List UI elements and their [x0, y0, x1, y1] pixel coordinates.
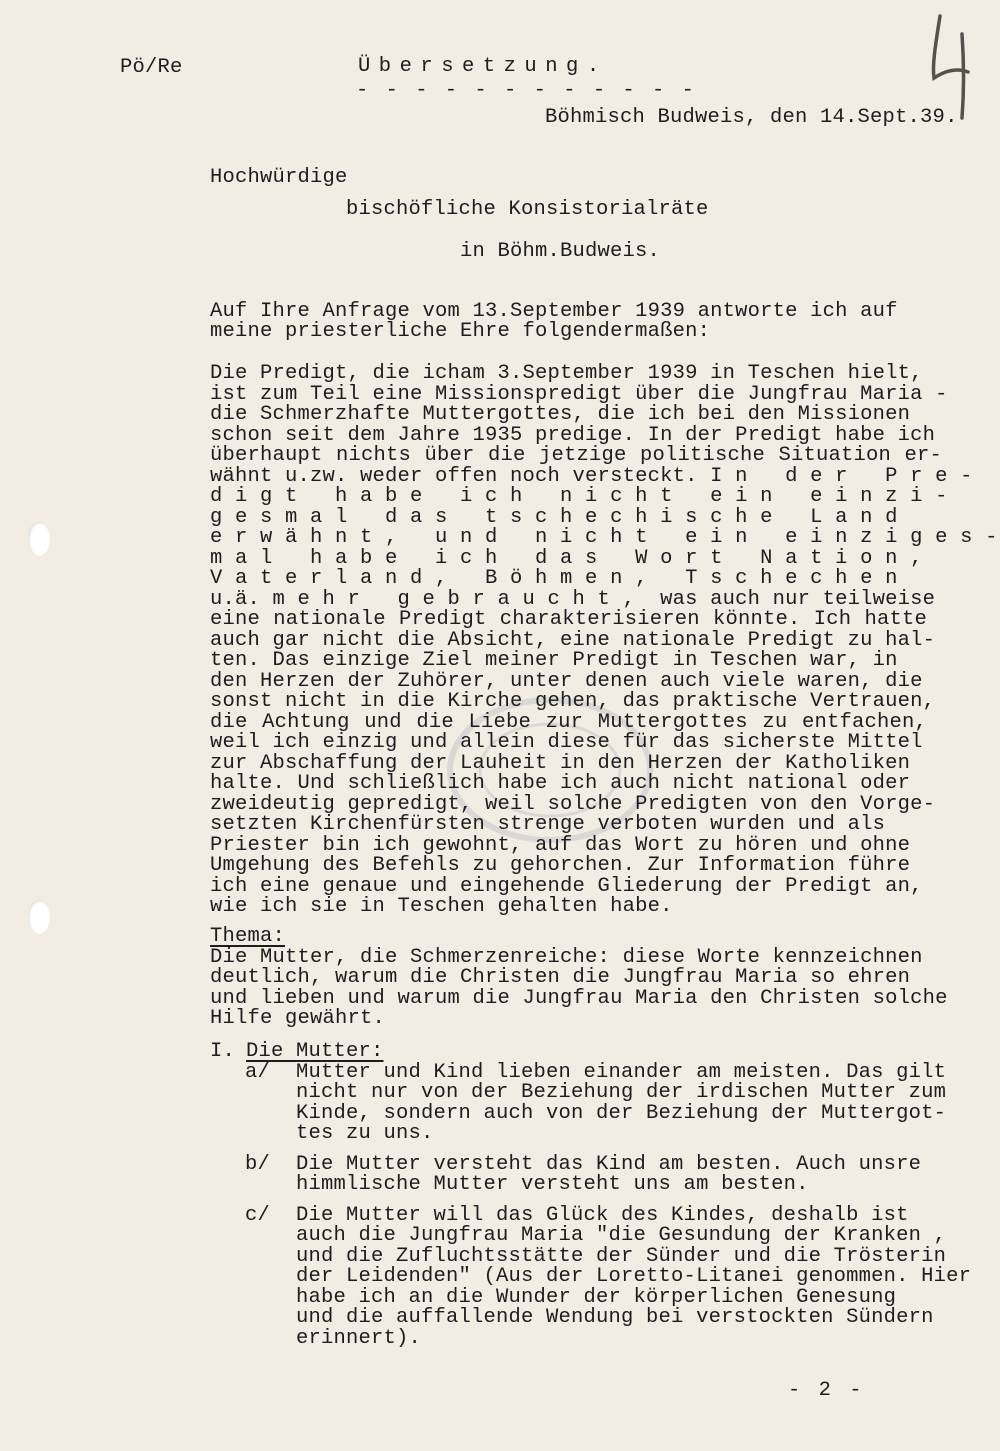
item-line: auch die Jungfrau Maria "die Gesundung der Kranken ,	[296, 1224, 947, 1247]
addressee: bischöfliche Konsistorialräte	[346, 198, 709, 221]
paragraph-line: ich eine genaue und eingehende Gliederung der Predigt an,	[210, 875, 923, 898]
section-number: I.	[210, 1040, 236, 1063]
item-line: Kinde, sondern auch von der Beziehung der Muttergot-	[296, 1102, 947, 1125]
item-line: Die Mutter will das Glück des Kindes, deshalb ist	[296, 1204, 909, 1227]
section-heading: Die Mutter:	[246, 1040, 384, 1063]
item-marker: c/	[245, 1204, 271, 1227]
paragraph-line: Umgehung des Befehls zu gehorchen. Zur Information führe	[210, 854, 911, 877]
reference-code: Pö/Re	[120, 56, 183, 79]
thema-line: deutlich, warum die Christen die Jungfrau Maria so ehren	[210, 966, 911, 989]
paragraph-line: sonst nicht in die Kirche gehen, das praktische Vertrauen,	[210, 690, 936, 713]
salutation: Hochwürdige	[210, 166, 348, 189]
paragraph-line: schon seit dem Jahre 1935 predige. In der Predigt habe ich	[210, 424, 936, 447]
paragraph-line: den Herzen der Zuhörer, unter denen auch viele waren, die	[210, 670, 923, 693]
paragraph-line: Die Predigt, die icham 3.September 1939 in Teschen hielt,	[210, 362, 923, 385]
paragraph-line: die Schmerzhafte Muttergottes, die ich bei den Missionen	[210, 403, 911, 426]
paragraph-line: g e s m a l d a s t s c h e c h i s c h e L a n d	[210, 506, 898, 529]
item-line: und die Zufluchtsstätte der Sünder und die Trösterin	[296, 1245, 947, 1268]
item-line: habe ich an die Wunder der körperlichen Genesung	[296, 1286, 897, 1309]
item-line: Die Mutter versteht das Kind am besten. Auch unsre	[296, 1153, 922, 1176]
item-line: Mutter und Kind lieben einander am meisten. Das gilt	[296, 1061, 947, 1084]
paragraph-line: zur Abschaffung der Lauheit in den Herzen der Katholiken	[210, 752, 911, 775]
paragraph-line: wie ich sie in Teschen gehalten habe.	[210, 895, 673, 918]
intro-line: Auf Ihre Anfrage vom 13.September 1939 antworte ich auf	[210, 300, 898, 323]
punch-hole	[28, 522, 50, 556]
paragraph-line: d i g t h a b e i c h n i c h t e i n e i n z i -	[210, 485, 948, 508]
paragraph-line: V a t e r l a n d , B ö h m e n , T s c h e c h e n	[210, 567, 898, 590]
page-marker: - 2 -	[788, 1379, 865, 1402]
thema-label: Thema:	[210, 925, 286, 948]
paragraph-line: halte. Und schließlich habe ich auch nicht national oder	[210, 772, 911, 795]
item-marker: a/	[245, 1061, 271, 1084]
thema-line: Hilfe gewährt.	[210, 1007, 386, 1030]
paragraph-line: ist zum Teil eine Missionspredigt über die Jungfrau Maria -	[210, 383, 948, 406]
item-marker: b/	[245, 1153, 271, 1176]
title-underline: - - - - - - - - - - - -	[356, 79, 697, 102]
item-line: himmlische Mutter versteht uns am besten.	[296, 1173, 809, 1196]
paragraph-line: Priester bin ich gewohnt, auf das Wort zu hören und ohne	[210, 834, 911, 857]
paragraph-line: m a l h a b e i c h d a s W o r t N a t i o n ,	[210, 547, 923, 570]
place-date: Böhmisch Budweis, den 14.Sept.39.	[545, 106, 958, 129]
document-title: Übersetzung.	[358, 55, 608, 78]
item-line: nicht nur von der Beziehung der irdischen Mutter zum	[296, 1081, 947, 1104]
item-line: erinnert).	[296, 1327, 422, 1350]
paragraph-line: wähnt u.zw. weder offen noch versteckt. I n d e r P r e -	[210, 465, 973, 488]
paragraph-line: setzten Kirchenfürsten strenge verboten wurden und als	[210, 813, 886, 836]
paragraph-line: die Achtung und die Liebe zur Muttergottes zu entfachen,	[210, 711, 927, 734]
intro-line: meine priesterliche Ehre folgendermaßen:	[210, 320, 711, 343]
thema-line: Die Mutter, die Schmerzenreiche: diese Worte kennzeichnen	[210, 946, 923, 969]
paragraph-line: u.ä. m e h r g e b r a u c h t , was auch nur teilweise	[210, 588, 936, 611]
paragraph-line: auch gar nicht die Absicht, eine nationale Predigt zu hal-	[210, 629, 936, 652]
paragraph-line: eine nationale Predigt charakterisieren könnte. Ich hatte	[210, 608, 927, 631]
paragraph-line: überhaupt nichts über die jetzige politische Situation er-	[210, 444, 942, 467]
thema-line: und lieben und warum die Jungfrau Maria den Christen solche	[210, 987, 948, 1010]
item-line: tes zu uns.	[296, 1122, 434, 1145]
addressee-location: in Böhm.Budweis.	[460, 240, 661, 263]
paragraph-line: weil ich einzig und allein diese für das sicherste Mittel	[210, 731, 923, 754]
punch-hole	[28, 900, 50, 934]
paragraph-line: e r w ä h n t , u n d n i c h t e i n e i n z i g e s -	[210, 526, 998, 549]
item-line: und die auffallende Wendung bei verstockten Sündern	[296, 1306, 934, 1329]
item-line: der Leidenden" (Aus der Loretto-Litanei genommen. Hier	[296, 1265, 972, 1288]
paragraph-line: ten. Das einzige Ziel meiner Predigt in Teschen war, in	[210, 649, 898, 672]
paragraph-line: zweideutig gepredigt, weil solche Predigten von den Vorge-	[210, 793, 936, 816]
